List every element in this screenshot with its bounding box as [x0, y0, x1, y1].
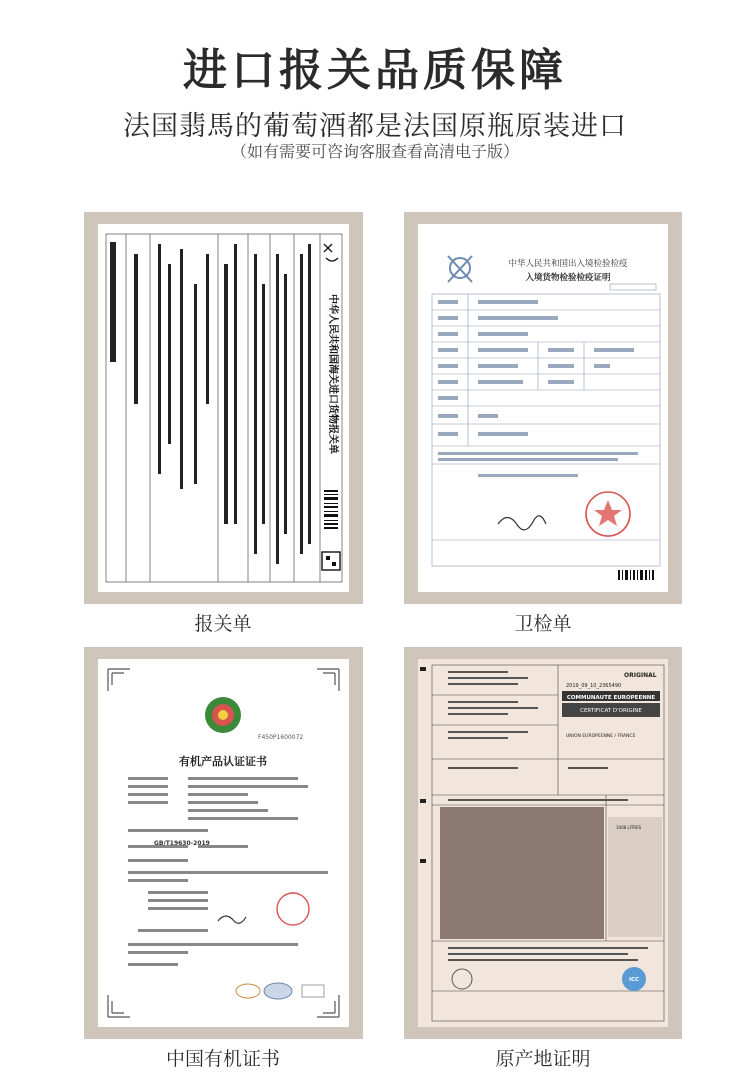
origin-heading: COMMUNAUTE EUROPEENNE: [566, 695, 656, 701]
origin-region: UNION EUROPEENNE / FRANCE: [566, 734, 636, 739]
inspection-certificate-frame: [404, 212, 682, 604]
organic-certificate-image: [98, 659, 349, 1027]
page-title: 进口报关品质保障: [183, 45, 567, 96]
organic-standard: GB/T19630-2019: [154, 840, 210, 847]
customs-heading: 中华人民共和国海关进口货物报关单: [327, 294, 338, 454]
organic-cert-number: F450P1600072: [258, 734, 304, 741]
page-subtitle: 法国翡馬的葡萄酒都是法国原瓶原装进口: [123, 111, 627, 142]
customs-declaration-document[interactable]: [98, 224, 349, 592]
origin-certificate-caption: 原产地证明: [495, 1048, 591, 1070]
origin-certificate-frame: [404, 647, 682, 1039]
organic-certificate-frame: [84, 647, 363, 1039]
customs-declaration-image: [98, 224, 349, 592]
icc-logo: ICC: [628, 977, 640, 983]
organic-certificate-caption: 中国有机证书: [165, 1048, 280, 1070]
customs-declaration-frame: [84, 212, 363, 604]
origin-certificate-document[interactable]: [418, 659, 668, 1027]
inspection-subheading: 入境货物检验检疫证明: [525, 273, 611, 283]
inspection-certificate-image: [418, 224, 668, 592]
origin-badge: ORIGINAL: [624, 672, 657, 679]
organic-certificate-document[interactable]: [98, 659, 349, 1027]
origin-quantity: 1008 LITRES: [616, 825, 642, 830]
inspection-heading: 中华人民共和国出入境检验检疫: [508, 259, 628, 269]
inspection-certificate-document[interactable]: [418, 224, 668, 592]
customs-declaration-caption: 报关单: [194, 613, 252, 635]
origin-subheading: CERTIFICAT D'ORIGINE: [580, 708, 642, 714]
organic-heading: 有机产品认证证书: [179, 755, 267, 768]
page-note: （如有需要可咨询客服查看高清电子版）: [230, 142, 519, 161]
origin-cert-number: 2019_09_10_2365490: [566, 683, 622, 689]
inspection-certificate-caption: 卫检单: [514, 613, 572, 635]
origin-certificate-image: [418, 659, 668, 1027]
